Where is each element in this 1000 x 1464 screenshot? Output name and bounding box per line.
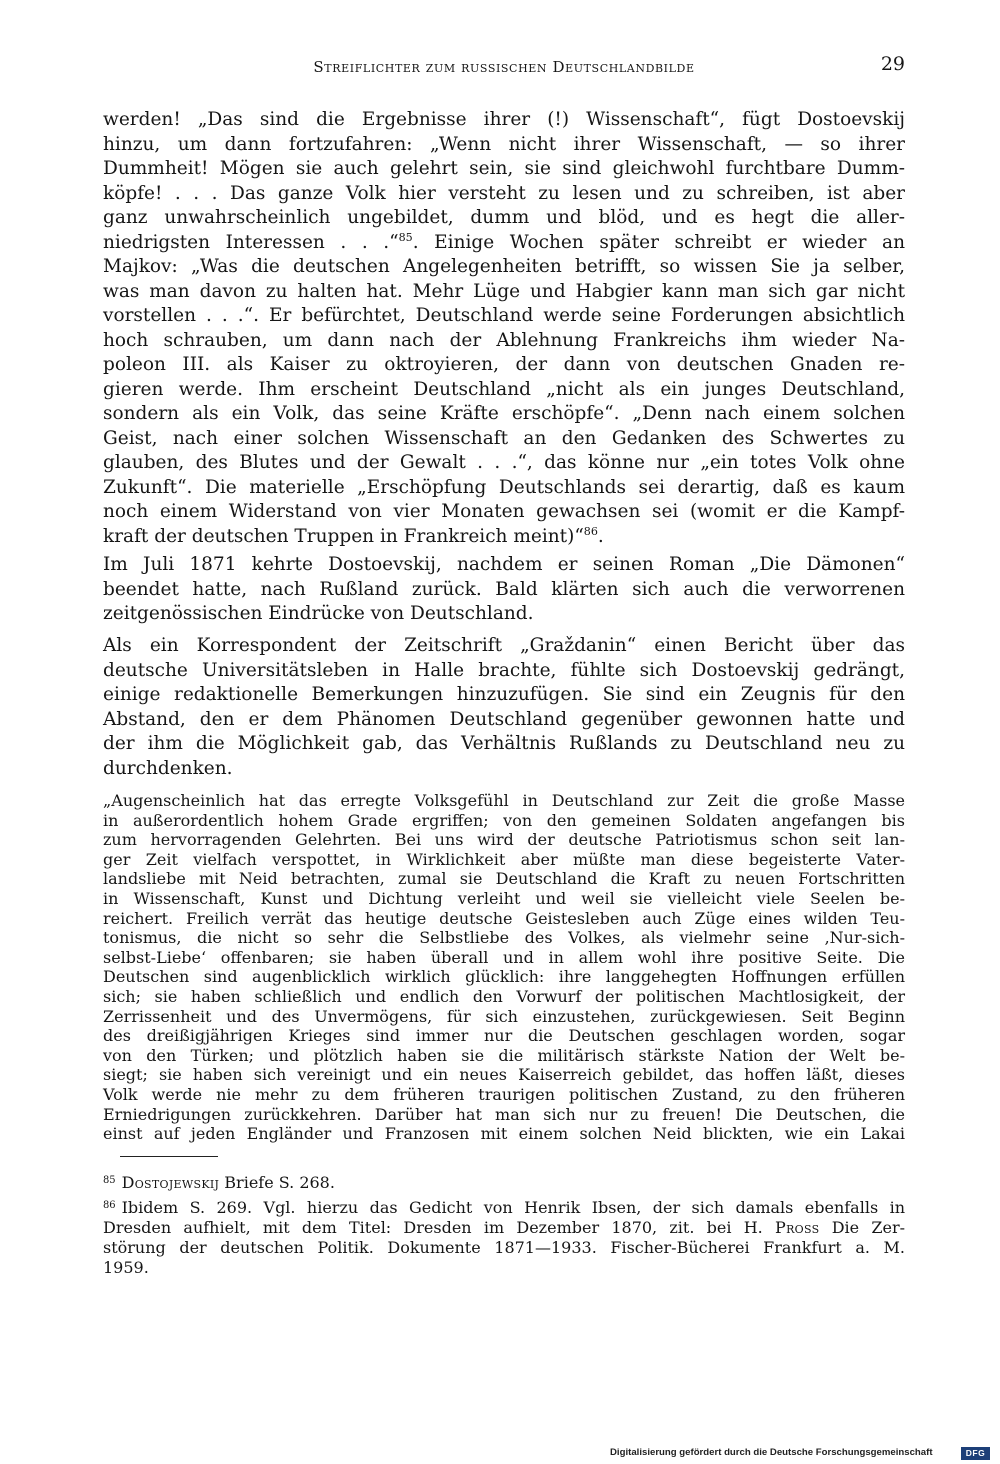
quote-line: des dreißigjährigen Krieges sind immer nur die Deutschen geschlagen worden, sogar [103, 1026, 905, 1046]
body-paragraph [103, 634, 905, 781]
text-line: glauben, des Blutes und der Gewalt . . .“, das könne nur „ein totes Volk ohne [103, 452, 905, 473]
quote-line: in Wissenschaft, Kunst und Dichtung verleiht und weil sie vielleicht viele Seelen be- [103, 888, 905, 908]
quote-line: zum hervorragenden Gelehrten. Bei uns wird der deutsche Patriotismus schon seit lan- [103, 830, 905, 850]
footnote-rule [120, 1156, 218, 1157]
text-line: poleon III. als Kaiser zu oktroyieren, der dann von deutschen Gnaden re- [103, 354, 905, 375]
quote-line: Deutschen sind augenblicklich wirklich glücklich: ihre langgehegten Hoffnungen erfüllen [103, 967, 905, 987]
text-line: Abstand, den er dem Phänomen Deutschland gegenüber gewonnen hatte und [103, 708, 905, 730]
text-segment: Dresden aufhielt, mit dem Titel: Dresden im Dezember 1870, zit. bei H. [103, 1218, 776, 1237]
text-line: vorstellen . . .“. Er befürchtet, Deutschland werde seine Forderungen absichtlich [103, 305, 905, 326]
text-line: noch einem Widerstand von vier Monaten gewachsen sei (womit er die Kampf- [103, 501, 905, 522]
text-line: hinzu, um dann fortzufahren: „Wenn nicht ihrer Wissenschaft, — so ihrer [103, 133, 905, 155]
footnote [103, 1173, 905, 1193]
dfg-logo: DFG [961, 1447, 990, 1460]
footnote-number: 86 [103, 1199, 116, 1211]
text-segment: Ibidem S. 269. Vgl. hierzu das Gedicht von Henrik Ibsen, der sich damals ebenfalls in [121, 1198, 905, 1217]
footnote-author: Dostojewskij [121, 1173, 220, 1192]
text-line: beendet hatte, nach Rußland zurück. Bald klärten sich auch die verworrenen [103, 578, 905, 600]
text-line: Als ein Korrespondent der Zeitschrift „Graždanin“ einen Bericht über das [103, 635, 905, 656]
quote-line: ger Zeit vielfach verspottet, in Wirklichkeit aber müßte man diese begeisterte Vater- [103, 849, 905, 869]
footnote-line [103, 1198, 905, 1218]
quote-line: tonismus, die nicht so sehr die Selbstliebe des Volkes, als vielmehr seine ‚Nur-sich- [103, 928, 905, 948]
text-line: gieren werde. Ihm erscheint Deutschland „nicht als ein junges Deutschland, [103, 378, 905, 400]
text-segment: kraft der deutschen Truppen in Frankreich meint)“ [103, 525, 584, 547]
text-segment: . Einige Wochen später schreibt er wieder an [412, 231, 905, 253]
text-line: Zukunft“. Die materielle „Erschöpfung Deutschlands sei derartig, daß es kaum [103, 476, 905, 498]
quote-line: Erniedrigungen zurückkehren. Darüber hat man sich nur zu freuen! Die Deutschen, die [103, 1104, 905, 1124]
footnote-author: Pross [775, 1218, 820, 1237]
quote-line: „Augenscheinlich hat das erregte Volksgefühl in Deutschland zur Zeit die große Masse [103, 791, 905, 810]
quote-line: siegt; sie haben sich vereinigt und ein neues Kaiserreich gebildet, das hoffen läßt, dieses [103, 1065, 905, 1085]
block-quote [103, 791, 905, 1144]
footnote-line [103, 1173, 905, 1193]
text-line: köpfe! . . . Das ganze Volk hier versteht zu lesen und zu schreiben, ist aber [103, 182, 905, 204]
footnote-line: 1959. [103, 1258, 149, 1277]
text-line [103, 525, 905, 550]
footnote-number: 85 [103, 1174, 116, 1186]
text-line: Im Juli 1871 kehrte Dostoevskij, nachdem er seinen Roman „Die Dämonen“ [103, 554, 905, 575]
quote-line: in außerordentlich hohem Grade ergriffen; von den gemeinen Soldaten angefangen bis [103, 810, 905, 830]
quote-line: Volk werde nie mehr zu dem früheren traurigen politischen Zustand, zu den früheren [103, 1084, 905, 1104]
text-segment: Die Zer- [819, 1218, 905, 1237]
running-title: Streiflichter zum russischen Deutschlandbilde [313, 58, 695, 76]
text-line: der ihm die Möglichkeit gab, das Verhältnis Rußlands zu Deutschland neu zu [103, 733, 905, 754]
text-line: sondern als ein Volk, das seine Kräfte erschöpfe“. „Denn nach einem solchen [103, 403, 905, 424]
digitization-credit: Digitalisierung gefördert durch die Deutsche Forschungsgemeinschaft [610, 1447, 933, 1458]
quote-line: von den Türken; und plötzlich haben sie die militärisch stärkste Nation der Welt be- [103, 1045, 905, 1065]
text-line: Majkov: „Was die deutschen Angelegenheiten betrifft, so wissen Sie ja selber, [103, 256, 905, 277]
quote-line: einst auf jeden Engländer und Franzosen mit einem solchen Neid blickten, wie ein Lakai [103, 1124, 905, 1144]
text-segment: niedrigsten Interessen . . .“ [103, 231, 399, 253]
text-line: Dummheit! Mögen sie auch gelehrt sein, sie sind gleichwohl furchtbare Dumm- [103, 158, 905, 179]
text-segment: . [597, 525, 604, 547]
footnote-ref: 86 [583, 524, 598, 538]
body-paragraph [103, 108, 905, 549]
text-line: was man davon zu halten hat. Mehr Lüge und Habgier kann man sich gar nicht [103, 280, 905, 302]
text-line: durchdenken. [103, 757, 233, 779]
quote-line: reichert. Freilich verrät das heutige deutsche Geistesleben auch Züge eines wilden Teu- [103, 908, 905, 928]
text-line: hoch schrauben, um dann nach der Ablehnung Frankreichs ihm wieder Na- [103, 329, 905, 351]
text-line: zeitgenössischen Eindrücke von Deutschland. [103, 603, 534, 624]
text-line: deutsche Universitätsleben in Halle brachte, fühlte sich Dostoevskij gedrängt, [103, 659, 905, 681]
text-line: werden! „Das sind die Ergebnisse ihrer (!) Wissenschaft“, fügt Dostoevskij [103, 109, 905, 130]
text-line: ganz unwahrscheinlich ungebildet, dumm und blöd, und es hegt die aller- [103, 207, 905, 228]
quote-line: landsliebe mit Neid betrachten, zumal sie Deutschland die Kraft zu neuen Fortschritten [103, 869, 905, 889]
text-line: einige redaktionelle Bemerkungen hinzuzufügen. Sie sind ein Zeugnis für den [103, 684, 905, 705]
body-paragraph [103, 553, 905, 627]
text-line: Geist, nach einer solchen Wissenschaft an den Gedanken des Schwertes zu [103, 427, 905, 449]
footnote-ref: 85 [398, 230, 413, 244]
quote-line: selbst-Liebe‘ offenbaren; sie haben überall und in allem wohl ihre positive Seite. Die [103, 947, 905, 967]
text-line [103, 231, 905, 256]
quote-line: Zerrissenheit und des Unvermögens, für sich einzustehen, zurückgewiesen. Seit Beginn [103, 1006, 905, 1026]
page-number: 29 [880, 53, 905, 75]
footnote [103, 1198, 905, 1278]
text-segment: Briefe S. 268. [219, 1173, 335, 1192]
quote-line: sich; sie haben schließlich und endlich den Vorwurf der politischen Machtlosigkeit, der [103, 986, 905, 1006]
footnote-line: störung der deutschen Politik. Dokumente 1871—1933. Fischer-Bücherei Frankfurt a. M. [103, 1238, 905, 1257]
footnote-line [103, 1218, 905, 1238]
